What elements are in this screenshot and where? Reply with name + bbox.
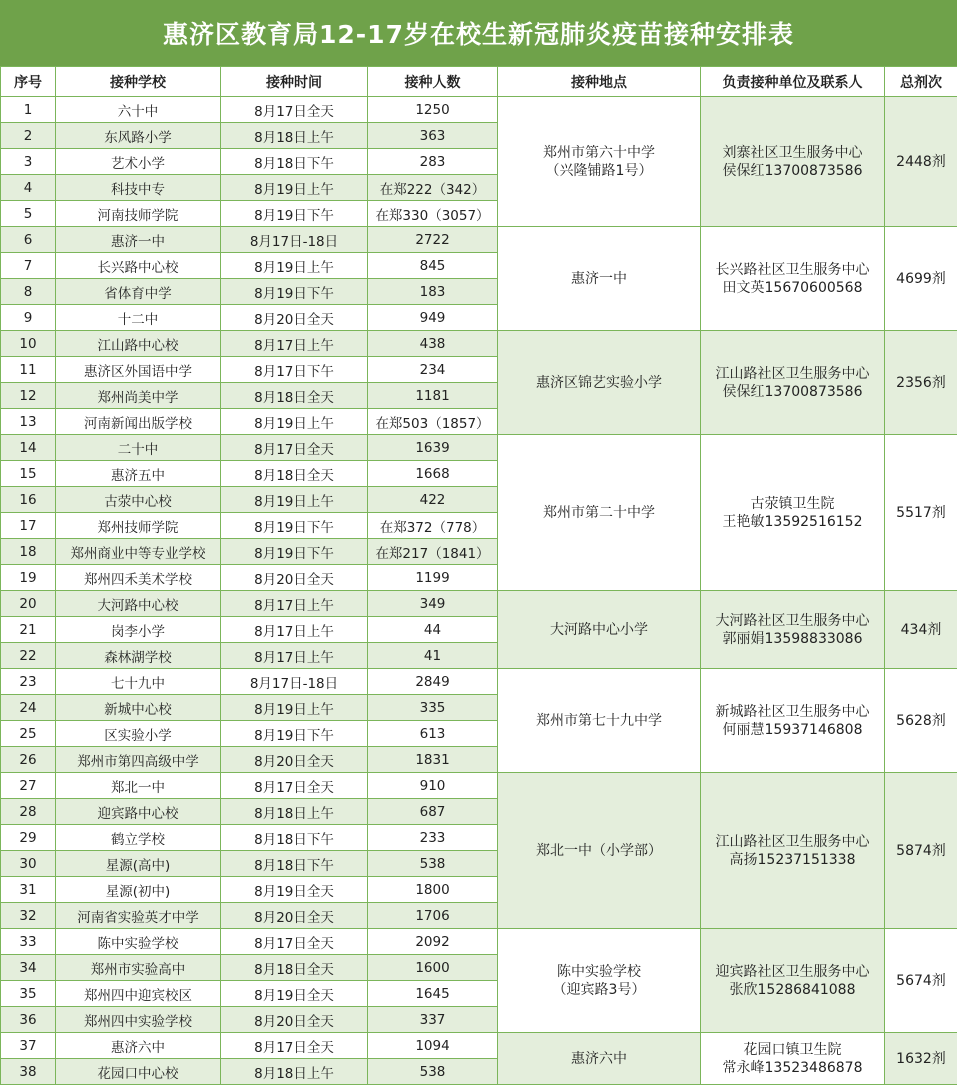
total-doses-cell: 434剂 <box>885 591 957 669</box>
row-school: 郑州四中迎宾校区 <box>56 981 221 1007</box>
total-doses-cell: 5628剂 <box>885 669 957 773</box>
contact-person: 高扬15237151338 <box>729 851 856 868</box>
row-count: 1250 <box>368 97 498 123</box>
total-doses-cell: 1632剂 <box>885 1033 957 1085</box>
location-cell <box>498 331 701 435</box>
header-total-doses: 总剂次 <box>885 67 957 97</box>
row-time: 8月17日下午 <box>221 357 368 383</box>
row-count: 845 <box>368 253 498 279</box>
row-count: 438 <box>368 331 498 357</box>
row-school: 郑北一中 <box>56 773 221 799</box>
total-doses-cell: 5874剂 <box>885 773 957 929</box>
row-school: 七十九中 <box>56 669 221 695</box>
contact-person: 侯保红13700873586 <box>722 383 863 400</box>
row-school: 艺术小学 <box>56 149 221 175</box>
row-no: 22 <box>1 643 56 669</box>
row-school: 二十中 <box>56 435 221 461</box>
row-school: 郑州尚美中学 <box>56 383 221 409</box>
row-no: 10 <box>1 331 56 357</box>
location-line2: （兴隆铺路1号） <box>545 162 653 179</box>
location-cell <box>498 773 701 929</box>
row-no: 29 <box>1 825 56 851</box>
location-line1: 郑北一中（小学部） <box>536 842 662 859</box>
row-count: 1181 <box>368 383 498 409</box>
row-time: 8月17日全天 <box>221 1033 368 1059</box>
contact-person: 张欣15286841088 <box>729 981 856 998</box>
row-time: 8月19日下午 <box>221 279 368 305</box>
row-no: 35 <box>1 981 56 1007</box>
row-school: 十二中 <box>56 305 221 331</box>
row-count: 在郑217（1841） <box>368 539 498 565</box>
row-time: 8月20日全天 <box>221 565 368 591</box>
unit-contact-cell <box>701 929 885 1033</box>
unit-contact-cell <box>701 669 885 773</box>
row-no: 21 <box>1 617 56 643</box>
row-no: 32 <box>1 903 56 929</box>
row-count: 349 <box>368 591 498 617</box>
unit-name: 江山路社区卫生服务中心 <box>715 365 870 382</box>
row-time: 8月18日下午 <box>221 851 368 877</box>
row-school: 郑州市第四高级中学 <box>56 747 221 773</box>
location-cell <box>498 929 701 1033</box>
row-count: 183 <box>368 279 498 305</box>
total-doses-cell: 2448剂 <box>885 97 957 227</box>
row-school: 河南新闻出版学校 <box>56 409 221 435</box>
row-time: 8月19日上午 <box>221 487 368 513</box>
row-time: 8月18日全天 <box>221 955 368 981</box>
page-title: 惠济区教育局12-17岁在校生新冠肺炎疫苗接种安排表 <box>0 0 957 66</box>
row-school: 江山路中心校 <box>56 331 221 357</box>
location-cell <box>498 435 701 591</box>
row-count: 1706 <box>368 903 498 929</box>
row-no: 38 <box>1 1059 56 1085</box>
row-school: 大河路中心校 <box>56 591 221 617</box>
row-school: 迎宾路中心校 <box>56 799 221 825</box>
total-doses-cell: 2356剂 <box>885 331 957 435</box>
row-no: 16 <box>1 487 56 513</box>
row-no: 33 <box>1 929 56 955</box>
location-line1: 惠济区锦艺实验小学 <box>536 374 662 391</box>
row-no: 3 <box>1 149 56 175</box>
row-count: 422 <box>368 487 498 513</box>
row-time: 8月20日全天 <box>221 1007 368 1033</box>
table-row <box>1 669 957 695</box>
row-no: 8 <box>1 279 56 305</box>
row-school: 省体育中学 <box>56 279 221 305</box>
row-time: 8月17日-18日 <box>221 227 368 253</box>
unit-contact-cell <box>701 331 885 435</box>
row-count: 2849 <box>368 669 498 695</box>
row-no: 17 <box>1 513 56 539</box>
row-count: 538 <box>368 1059 498 1085</box>
row-count: 335 <box>368 695 498 721</box>
row-time: 8月17日上午 <box>221 617 368 643</box>
row-count: 1094 <box>368 1033 498 1059</box>
unit-name: 新城路社区卫生服务中心 <box>715 703 870 720</box>
unit-name: 大河路社区卫生服务中心 <box>715 612 870 629</box>
unit-contact-cell <box>701 1033 885 1085</box>
row-no: 24 <box>1 695 56 721</box>
row-school: 星源(初中) <box>56 877 221 903</box>
location-cell <box>498 97 701 227</box>
row-no: 13 <box>1 409 56 435</box>
contact-person: 田文英15670600568 <box>722 279 863 296</box>
row-no: 23 <box>1 669 56 695</box>
row-count: 1831 <box>368 747 498 773</box>
contact-person: 常永峰13523486878 <box>722 1059 863 1076</box>
location-cell <box>498 1033 701 1085</box>
table-row <box>1 227 957 253</box>
header-location: 接种地点 <box>498 67 701 97</box>
row-no: 12 <box>1 383 56 409</box>
contact-person: 何丽慧15937146808 <box>722 721 863 738</box>
row-no: 36 <box>1 1007 56 1033</box>
row-school: 鹤立学校 <box>56 825 221 851</box>
location-line1: 大河路中心小学 <box>550 621 648 638</box>
row-time: 8月18日全天 <box>221 461 368 487</box>
total-doses-cell: 5517剂 <box>885 435 957 591</box>
location-cell <box>498 669 701 773</box>
table-row <box>1 97 957 123</box>
unit-contact-cell <box>701 435 885 591</box>
row-count: 613 <box>368 721 498 747</box>
vaccination-schedule-table <box>0 66 957 1085</box>
row-no: 14 <box>1 435 56 461</box>
row-time: 8月17日全天 <box>221 773 368 799</box>
row-count: 1600 <box>368 955 498 981</box>
row-count: 44 <box>368 617 498 643</box>
location-line1: 郑州市第二十中学 <box>543 504 655 521</box>
row-time: 8月19日下午 <box>221 539 368 565</box>
row-time: 8月18日上午 <box>221 1059 368 1085</box>
table-row <box>1 773 957 799</box>
location-line2: （迎宾路3号） <box>552 981 646 998</box>
table-row <box>1 435 957 461</box>
row-count: 1645 <box>368 981 498 1007</box>
row-time: 8月17日-18日 <box>221 669 368 695</box>
row-count: 41 <box>368 643 498 669</box>
row-no: 27 <box>1 773 56 799</box>
row-count: 234 <box>368 357 498 383</box>
row-count: 在郑372（778） <box>368 513 498 539</box>
row-time: 8月17日全天 <box>221 435 368 461</box>
row-school: 郑州技师学院 <box>56 513 221 539</box>
table-row <box>1 1033 957 1059</box>
row-school: 长兴路中心校 <box>56 253 221 279</box>
row-time: 8月19日下午 <box>221 513 368 539</box>
row-time: 8月20日全天 <box>221 305 368 331</box>
row-school: 惠济五中 <box>56 461 221 487</box>
header-count: 接种人数 <box>368 67 498 97</box>
row-school: 新城中心校 <box>56 695 221 721</box>
row-no: 30 <box>1 851 56 877</box>
row-count: 363 <box>368 123 498 149</box>
table-row <box>1 929 957 955</box>
row-no: 37 <box>1 1033 56 1059</box>
row-time: 8月19日上午 <box>221 409 368 435</box>
row-no: 6 <box>1 227 56 253</box>
row-no: 2 <box>1 123 56 149</box>
row-count: 在郑503（1857） <box>368 409 498 435</box>
row-time: 8月17日上午 <box>221 591 368 617</box>
row-no: 19 <box>1 565 56 591</box>
row-no: 31 <box>1 877 56 903</box>
row-count: 538 <box>368 851 498 877</box>
row-school: 古荥中心校 <box>56 487 221 513</box>
row-no: 5 <box>1 201 56 227</box>
row-no: 9 <box>1 305 56 331</box>
row-no: 7 <box>1 253 56 279</box>
contact-person: 侯保红13700873586 <box>722 162 863 179</box>
row-school: 六十中 <box>56 97 221 123</box>
row-count: 283 <box>368 149 498 175</box>
row-school: 惠济六中 <box>56 1033 221 1059</box>
row-school: 河南省实验英才中学 <box>56 903 221 929</box>
total-doses-cell: 4699剂 <box>885 227 957 331</box>
row-no: 34 <box>1 955 56 981</box>
row-time: 8月19日上午 <box>221 695 368 721</box>
row-school: 惠济区外国语中学 <box>56 357 221 383</box>
contact-person: 王艳敏13592516152 <box>722 513 863 530</box>
row-count: 687 <box>368 799 498 825</box>
row-no: 25 <box>1 721 56 747</box>
table-row <box>1 331 957 357</box>
row-time: 8月18日下午 <box>221 825 368 851</box>
unit-name: 长兴路社区卫生服务中心 <box>715 261 870 278</box>
table-header-row <box>1 67 957 97</box>
row-no: 15 <box>1 461 56 487</box>
row-count: 337 <box>368 1007 498 1033</box>
header-school: 接种学校 <box>56 67 221 97</box>
row-time: 8月19日上午 <box>221 253 368 279</box>
row-count: 在郑222（342） <box>368 175 498 201</box>
row-count: 1639 <box>368 435 498 461</box>
row-count: 1668 <box>368 461 498 487</box>
unit-contact-cell <box>701 591 885 669</box>
row-school: 森林湖学校 <box>56 643 221 669</box>
row-school: 郑州商业中等专业学校 <box>56 539 221 565</box>
row-no: 4 <box>1 175 56 201</box>
row-school: 惠济一中 <box>56 227 221 253</box>
row-time: 8月19日下午 <box>221 201 368 227</box>
row-school: 郑州四中实验学校 <box>56 1007 221 1033</box>
row-no: 28 <box>1 799 56 825</box>
unit-name: 刘寨社区卫生服务中心 <box>722 144 863 161</box>
row-time: 8月17日上午 <box>221 643 368 669</box>
row-time: 8月17日全天 <box>221 929 368 955</box>
row-time: 8月19日全天 <box>221 877 368 903</box>
row-time: 8月18日上午 <box>221 799 368 825</box>
location-line1: 惠济一中 <box>571 270 627 287</box>
row-count: 2722 <box>368 227 498 253</box>
header-no: 序号 <box>1 67 56 97</box>
row-school: 陈中实验学校 <box>56 929 221 955</box>
row-school: 岗李小学 <box>56 617 221 643</box>
row-school: 河南技师学院 <box>56 201 221 227</box>
row-count: 910 <box>368 773 498 799</box>
row-school: 科技中专 <box>56 175 221 201</box>
row-school: 郑州市实验高中 <box>56 955 221 981</box>
row-no: 11 <box>1 357 56 383</box>
unit-name: 迎宾路社区卫生服务中心 <box>715 963 870 980</box>
header-time: 接种时间 <box>221 67 368 97</box>
row-time: 8月19日上午 <box>221 175 368 201</box>
row-school: 星源(高中) <box>56 851 221 877</box>
row-school: 郑州四禾美术学校 <box>56 565 221 591</box>
row-time: 8月20日全天 <box>221 747 368 773</box>
location-cell <box>498 591 701 669</box>
row-no: 20 <box>1 591 56 617</box>
row-time: 8月19日下午 <box>221 721 368 747</box>
location-line1: 郑州市第六十中学 <box>543 144 655 161</box>
row-no: 1 <box>1 97 56 123</box>
unit-name: 古荥镇卫生院 <box>750 495 835 512</box>
row-no: 18 <box>1 539 56 565</box>
row-count: 1800 <box>368 877 498 903</box>
row-count: 2092 <box>368 929 498 955</box>
total-doses-cell: 5674剂 <box>885 929 957 1033</box>
location-line1: 惠济六中 <box>571 1050 627 1067</box>
row-time: 8月18日下午 <box>221 149 368 175</box>
table-row <box>1 591 957 617</box>
row-time: 8月20日全天 <box>221 903 368 929</box>
unit-name: 江山路社区卫生服务中心 <box>715 833 870 850</box>
unit-name: 花园口镇卫生院 <box>743 1041 842 1058</box>
row-count: 949 <box>368 305 498 331</box>
row-count: 1199 <box>368 565 498 591</box>
row-time: 8月18日全天 <box>221 383 368 409</box>
row-time: 8月17日全天 <box>221 97 368 123</box>
location-line1: 陈中实验学校 <box>557 963 641 980</box>
unit-contact-cell <box>701 97 885 227</box>
row-school: 东风路小学 <box>56 123 221 149</box>
row-count: 233 <box>368 825 498 851</box>
unit-contact-cell <box>701 227 885 331</box>
row-count: 在郑330（3057） <box>368 201 498 227</box>
row-school: 区实验小学 <box>56 721 221 747</box>
row-time: 8月18日上午 <box>221 123 368 149</box>
unit-contact-cell <box>701 773 885 929</box>
row-time: 8月19日全天 <box>221 981 368 1007</box>
row-school: 花园口中心校 <box>56 1059 221 1085</box>
row-time: 8月17日上午 <box>221 331 368 357</box>
contact-person: 郭丽娟13598833086 <box>722 630 863 647</box>
location-line1: 郑州市第七十九中学 <box>536 712 662 729</box>
location-cell <box>498 227 701 331</box>
row-no: 26 <box>1 747 56 773</box>
header-unit-contact: 负责接种单位及联系人 <box>701 67 885 97</box>
